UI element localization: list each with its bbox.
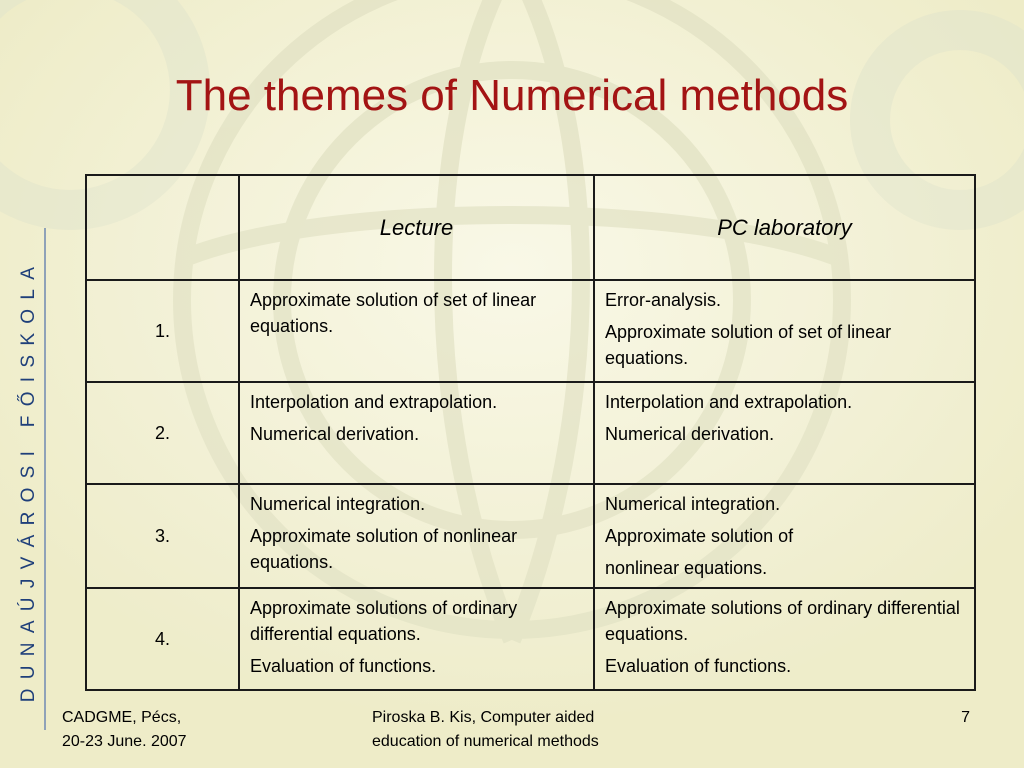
themes-table bbox=[85, 174, 976, 691]
row-number: 4. bbox=[86, 588, 239, 690]
cell-text: Approximate solution of set of linear equations. bbox=[605, 322, 892, 368]
institution-name: DUNAÚJVÁROSI FŐISKOLA bbox=[18, 257, 39, 703]
cell-text: Numerical derivation. bbox=[605, 424, 775, 444]
footer-event-date: 20-23 June. 2007 bbox=[62, 733, 187, 750]
cell-text: Error-analysis. bbox=[605, 290, 722, 310]
table-row bbox=[86, 484, 975, 588]
lab-cell bbox=[594, 280, 975, 382]
lecture-cell bbox=[239, 280, 594, 382]
cell-text: Numerical integration. bbox=[250, 494, 426, 514]
lecture-cell bbox=[239, 382, 594, 484]
cell-text: Evaluation of functions. bbox=[605, 656, 792, 676]
cell-text: Approximate solution of nonlinear equations. bbox=[250, 526, 518, 572]
row-number: 2. bbox=[86, 382, 239, 484]
footer-event bbox=[62, 706, 262, 754]
cell-text: nonlinear equations. bbox=[605, 558, 768, 578]
footer-author bbox=[372, 706, 692, 754]
header-cell-lecture: Lecture bbox=[239, 175, 594, 280]
vertical-divider bbox=[44, 228, 46, 730]
footer-author-line1: Piroska B. Kis, Computer aided bbox=[372, 709, 595, 726]
table-row bbox=[86, 382, 975, 484]
lab-cell bbox=[594, 588, 975, 690]
row-number: 3. bbox=[86, 484, 239, 588]
lab-cell bbox=[594, 484, 975, 588]
lecture-cell bbox=[239, 588, 594, 690]
table-header-row bbox=[86, 175, 975, 280]
cell-text: Numerical derivation. bbox=[250, 424, 420, 444]
cell-text: Approximate solution of bbox=[605, 526, 794, 546]
slide-title: The themes of Numerical methods bbox=[175, 71, 849, 120]
cell-text: Numerical integration. bbox=[605, 494, 781, 514]
cell-text: Evaluation of functions. bbox=[250, 656, 437, 676]
cell-text: Interpolation and extrapolation. bbox=[605, 392, 853, 412]
cell-text: Approximate solutions of ordinary differential equations. bbox=[605, 598, 960, 644]
table-row bbox=[86, 280, 975, 382]
lecture-cell bbox=[239, 484, 594, 588]
page-number: 7 bbox=[961, 709, 970, 726]
header-cell-pc-laboratory: PC laboratory bbox=[594, 175, 975, 280]
header-cell-empty bbox=[86, 175, 239, 280]
table-row bbox=[86, 588, 975, 690]
footer-author-line2: education of numerical methods bbox=[372, 733, 599, 750]
cell-text: Approximate solution of set of linear equations. bbox=[250, 290, 537, 336]
footer-event-name: CADGME, Pécs, bbox=[62, 709, 182, 726]
row-number: 1. bbox=[86, 280, 239, 382]
lab-cell bbox=[594, 382, 975, 484]
cell-text: Interpolation and extrapolation. bbox=[250, 392, 498, 412]
institution-vertical-text bbox=[9, 230, 49, 730]
cell-text: Approximate solutions of ordinary differential equations. bbox=[250, 598, 518, 644]
